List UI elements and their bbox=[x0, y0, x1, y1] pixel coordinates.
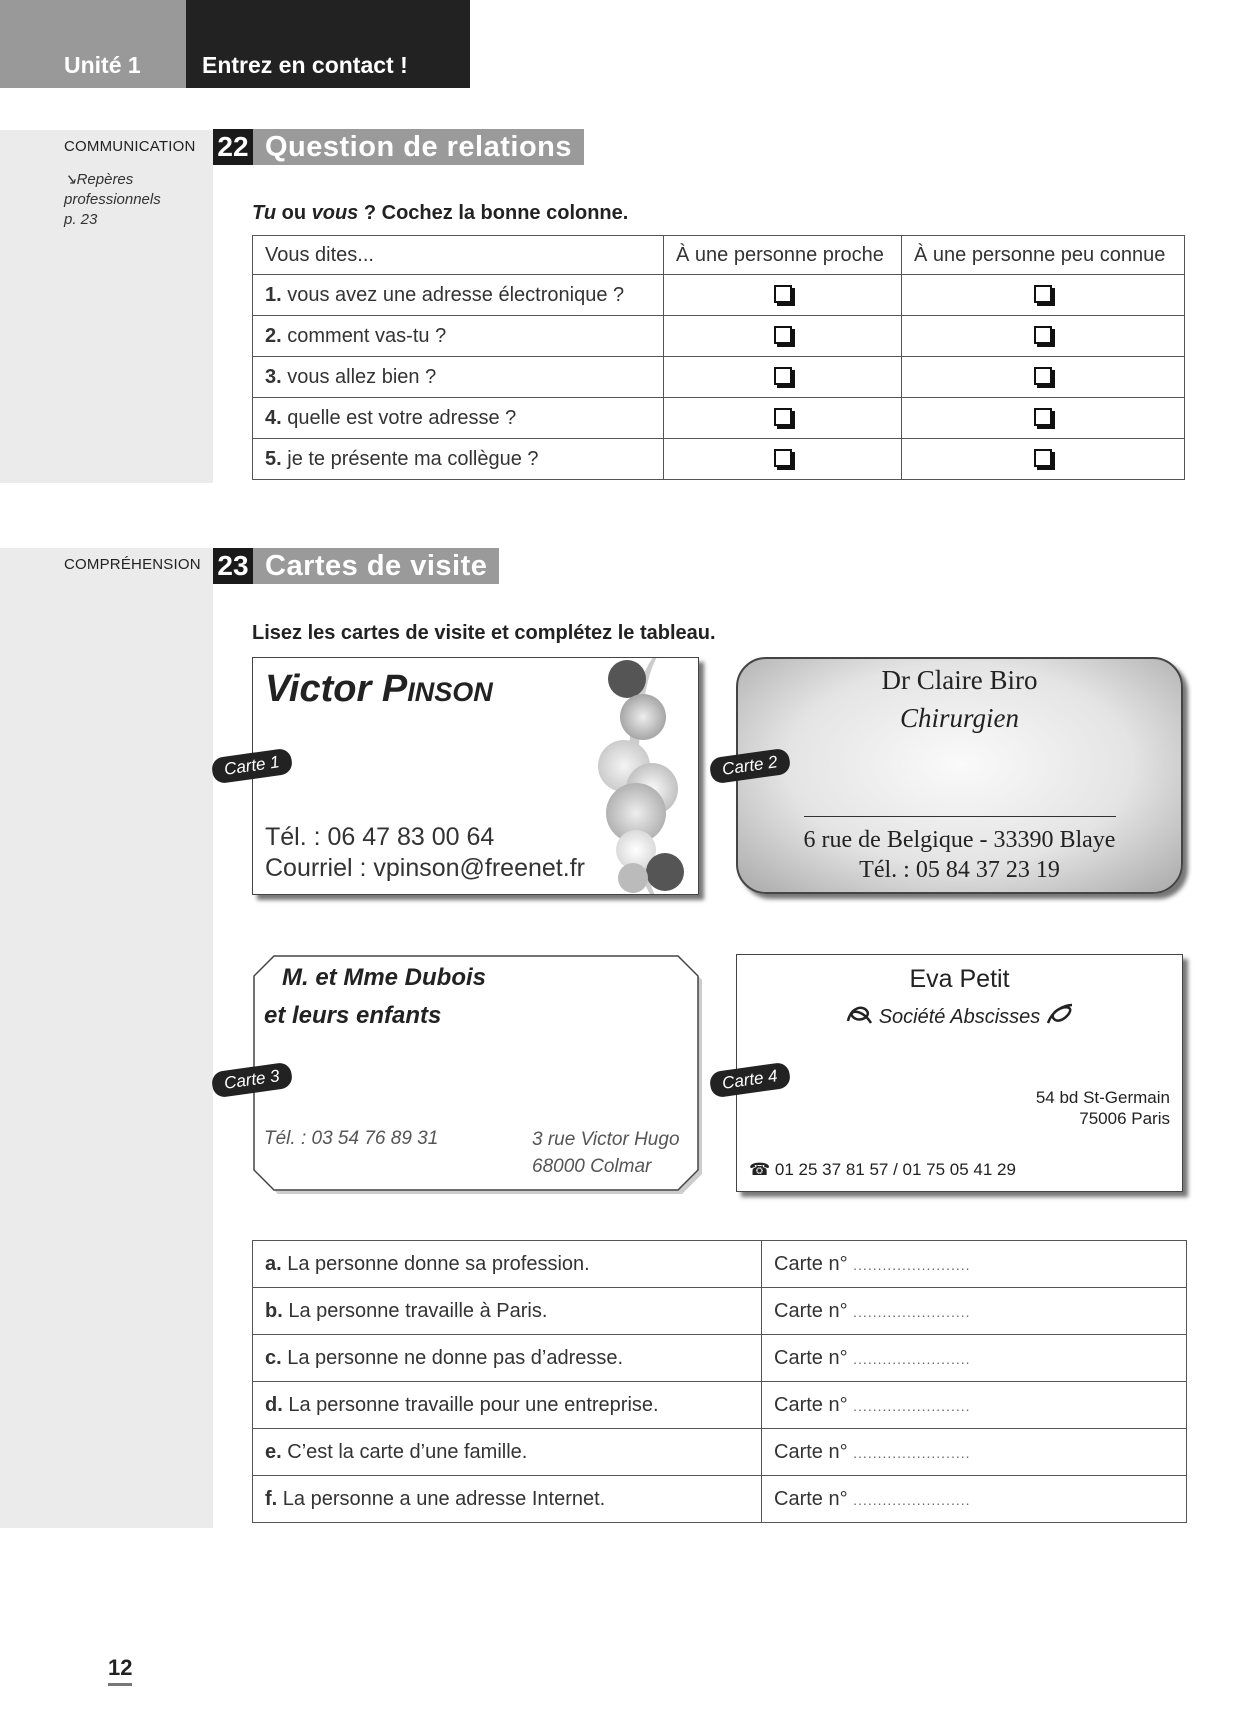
table-row bbox=[253, 1288, 1187, 1335]
exercise-instruction bbox=[252, 202, 628, 225]
statement-letter: f. bbox=[265, 1487, 278, 1510]
statement-text: La personne a une adresse Internet. bbox=[277, 1487, 606, 1510]
statement-text: La personne travaille pour une entreprise. bbox=[282, 1393, 659, 1416]
statement-text: C’est la carte d’une famille. bbox=[281, 1440, 528, 1463]
statement bbox=[253, 1241, 762, 1288]
reference-line: professionnels bbox=[64, 191, 161, 208]
statement-text: La personne travaille à Paris. bbox=[282, 1299, 548, 1322]
answer-cell[interactable] bbox=[762, 1335, 1187, 1382]
row-label: vous allez bien ? bbox=[281, 365, 437, 388]
card-tag-3: Carte 3 bbox=[211, 1062, 294, 1099]
answer-label: Carte n° bbox=[774, 1299, 848, 1322]
card-profession: Chirurgien bbox=[899, 703, 1019, 733]
instruction-part: ou bbox=[276, 202, 312, 224]
card-subtitle: et leurs enfants bbox=[264, 1002, 442, 1029]
cards-answer-table bbox=[252, 1240, 1187, 1523]
reference-page: p. 23 bbox=[64, 211, 98, 228]
statement bbox=[253, 1288, 762, 1335]
row-text bbox=[253, 275, 664, 316]
answer-cell[interactable] bbox=[762, 1476, 1187, 1523]
row-text bbox=[253, 439, 664, 480]
table-row bbox=[253, 357, 1185, 398]
card-tag-4: Carte 4 bbox=[709, 1062, 792, 1099]
answer-label: Carte n° bbox=[774, 1393, 848, 1416]
checkbox[interactable] bbox=[1034, 326, 1052, 344]
card-company bbox=[737, 1003, 1182, 1029]
statement-text: La personne donne sa profession. bbox=[281, 1252, 590, 1275]
table-row bbox=[253, 1335, 1187, 1382]
swirl-right-icon bbox=[1046, 1003, 1074, 1027]
exercise-number: 22 bbox=[213, 129, 253, 165]
card-tag-2: Carte 2 bbox=[709, 748, 792, 785]
arrow-icon: ↘ bbox=[64, 171, 77, 188]
exercise-title: Question de relations bbox=[253, 129, 584, 165]
card-address-line: 54 bd St-Germain bbox=[1035, 1088, 1170, 1107]
card-address-line: 3 rue Victor Hugo bbox=[532, 1129, 680, 1150]
exercise-instruction: Lisez les cartes de visite et complétez le tableau. bbox=[252, 622, 716, 644]
checkbox[interactable] bbox=[774, 285, 792, 303]
side-band-23 bbox=[0, 548, 213, 1528]
relations-table bbox=[252, 235, 1185, 480]
row-number: 3. bbox=[265, 365, 282, 388]
answer-blank[interactable]: ........................ bbox=[853, 1350, 971, 1367]
exercise-title: Cartes de visite bbox=[253, 548, 499, 584]
table-row bbox=[253, 1241, 1187, 1288]
row-number: 5. bbox=[265, 447, 282, 470]
section-label-comprehension: COMPRÉHENSION bbox=[64, 556, 201, 573]
statement-letter: b. bbox=[265, 1299, 283, 1322]
table-row bbox=[253, 1476, 1187, 1523]
swirl-left-icon bbox=[845, 1003, 873, 1027]
card-phone: Tél. : 03 54 76 89 31 bbox=[264, 1128, 439, 1149]
row-label: comment vas-tu ? bbox=[281, 324, 447, 347]
checkbox[interactable] bbox=[774, 326, 792, 344]
statement bbox=[253, 1476, 762, 1523]
answer-cell[interactable] bbox=[762, 1288, 1187, 1335]
column-header: À une personne proche bbox=[664, 236, 902, 275]
business-card-1 bbox=[252, 657, 699, 895]
answer-cell[interactable] bbox=[762, 1241, 1187, 1288]
statement-letter: d. bbox=[265, 1393, 283, 1416]
card-phone-numbers: 01 25 37 81 57 / 01 75 05 41 29 bbox=[774, 1160, 1016, 1179]
answer-label: Carte n° bbox=[774, 1487, 848, 1510]
reference-note bbox=[64, 170, 161, 230]
reference-line: Repères bbox=[76, 171, 134, 188]
card-address bbox=[1036, 1087, 1170, 1129]
statement-text: La personne ne donne pas d’adresse. bbox=[281, 1346, 624, 1369]
answer-label: Carte n° bbox=[774, 1440, 848, 1463]
statement bbox=[253, 1429, 762, 1476]
checkbox[interactable] bbox=[774, 408, 792, 426]
card-address: 6 rue de Belgique - 33390 Blaye bbox=[803, 827, 1116, 853]
answer-label: Carte n° bbox=[774, 1346, 848, 1369]
checkbox[interactable] bbox=[1034, 285, 1052, 303]
business-card-4 bbox=[736, 954, 1183, 1192]
checkbox[interactable] bbox=[1034, 367, 1052, 385]
card-name bbox=[265, 668, 493, 711]
card-last-name: Pinson bbox=[381, 668, 493, 710]
statement bbox=[253, 1382, 762, 1429]
checkbox[interactable] bbox=[1034, 408, 1052, 426]
row-text bbox=[253, 357, 664, 398]
table-row bbox=[253, 1382, 1187, 1429]
table-row bbox=[253, 275, 1185, 316]
answer-cell[interactable] bbox=[762, 1382, 1187, 1429]
row-label: vous avez une adresse électronique ? bbox=[281, 283, 625, 306]
checkbox[interactable] bbox=[1034, 449, 1052, 467]
table-row bbox=[253, 398, 1185, 439]
statement-letter: c. bbox=[265, 1346, 282, 1369]
checkbox[interactable] bbox=[774, 449, 792, 467]
row-number: 1. bbox=[265, 283, 282, 306]
card-first-name: Victor bbox=[265, 668, 382, 710]
table-row bbox=[253, 1429, 1187, 1476]
card-email: Courriel : vpinson@freenet.fr bbox=[265, 854, 585, 882]
card-tag-1: Carte 1 bbox=[211, 748, 294, 785]
row-label: quelle est votre adresse ? bbox=[281, 406, 517, 429]
card-phones bbox=[749, 1160, 1016, 1180]
instruction-vous: vous bbox=[311, 202, 359, 224]
phone-icon: ☎ bbox=[749, 1160, 771, 1179]
card-city-line: 75006 Paris bbox=[1079, 1109, 1170, 1128]
card-city-line: 68000 Colmar bbox=[532, 1156, 652, 1177]
answer-blank[interactable]: ........................ bbox=[853, 1256, 971, 1273]
business-card-3 bbox=[252, 954, 699, 1192]
column-header: Vous dites... bbox=[253, 236, 664, 275]
answer-blank[interactable]: ........................ bbox=[853, 1303, 971, 1320]
company-name: Société Abscisses bbox=[878, 1006, 1041, 1028]
section-label-communication: COMMUNICATION bbox=[64, 138, 196, 155]
card-phone: Tél. : 05 84 37 23 19 bbox=[859, 857, 1060, 883]
card-phone: Tél. : 06 47 83 00 64 bbox=[265, 823, 495, 851]
row-number: 4. bbox=[265, 406, 282, 429]
table-row bbox=[253, 439, 1185, 480]
page-number: 12 bbox=[108, 1655, 132, 1686]
answer-blank[interactable]: ........................ bbox=[853, 1491, 971, 1508]
answer-cell[interactable] bbox=[762, 1429, 1187, 1476]
business-card-2 bbox=[736, 657, 1183, 894]
row-text bbox=[253, 398, 664, 439]
card-name: Dr Claire Biro bbox=[881, 665, 1038, 695]
table-row bbox=[253, 316, 1185, 357]
answer-blank[interactable]: ........................ bbox=[853, 1397, 971, 1414]
row-number: 2. bbox=[265, 324, 282, 347]
answer-label: Carte n° bbox=[774, 1252, 848, 1275]
answer-blank[interactable]: ........................ bbox=[853, 1444, 971, 1461]
unit-title: Entrez en contact ! bbox=[186, 0, 470, 88]
row-label: je te présente ma collègue ? bbox=[281, 447, 539, 470]
instruction-tu: Tu bbox=[252, 202, 277, 224]
decorative-circles bbox=[598, 658, 699, 895]
statement-letter: e. bbox=[265, 1440, 282, 1463]
exercise-number: 23 bbox=[213, 548, 253, 584]
card-name: Eva Petit bbox=[909, 965, 1010, 993]
checkbox[interactable] bbox=[774, 367, 792, 385]
statement-letter: a. bbox=[265, 1252, 282, 1275]
column-header: À une personne peu connue bbox=[902, 236, 1185, 275]
unit-label: Unité 1 bbox=[0, 0, 186, 88]
row-text bbox=[253, 316, 664, 357]
statement bbox=[253, 1335, 762, 1382]
divider bbox=[804, 816, 1116, 817]
instruction-part: ? Cochez la bonne colonne. bbox=[358, 202, 629, 224]
card-name: M. et Mme Dubois bbox=[282, 964, 487, 991]
